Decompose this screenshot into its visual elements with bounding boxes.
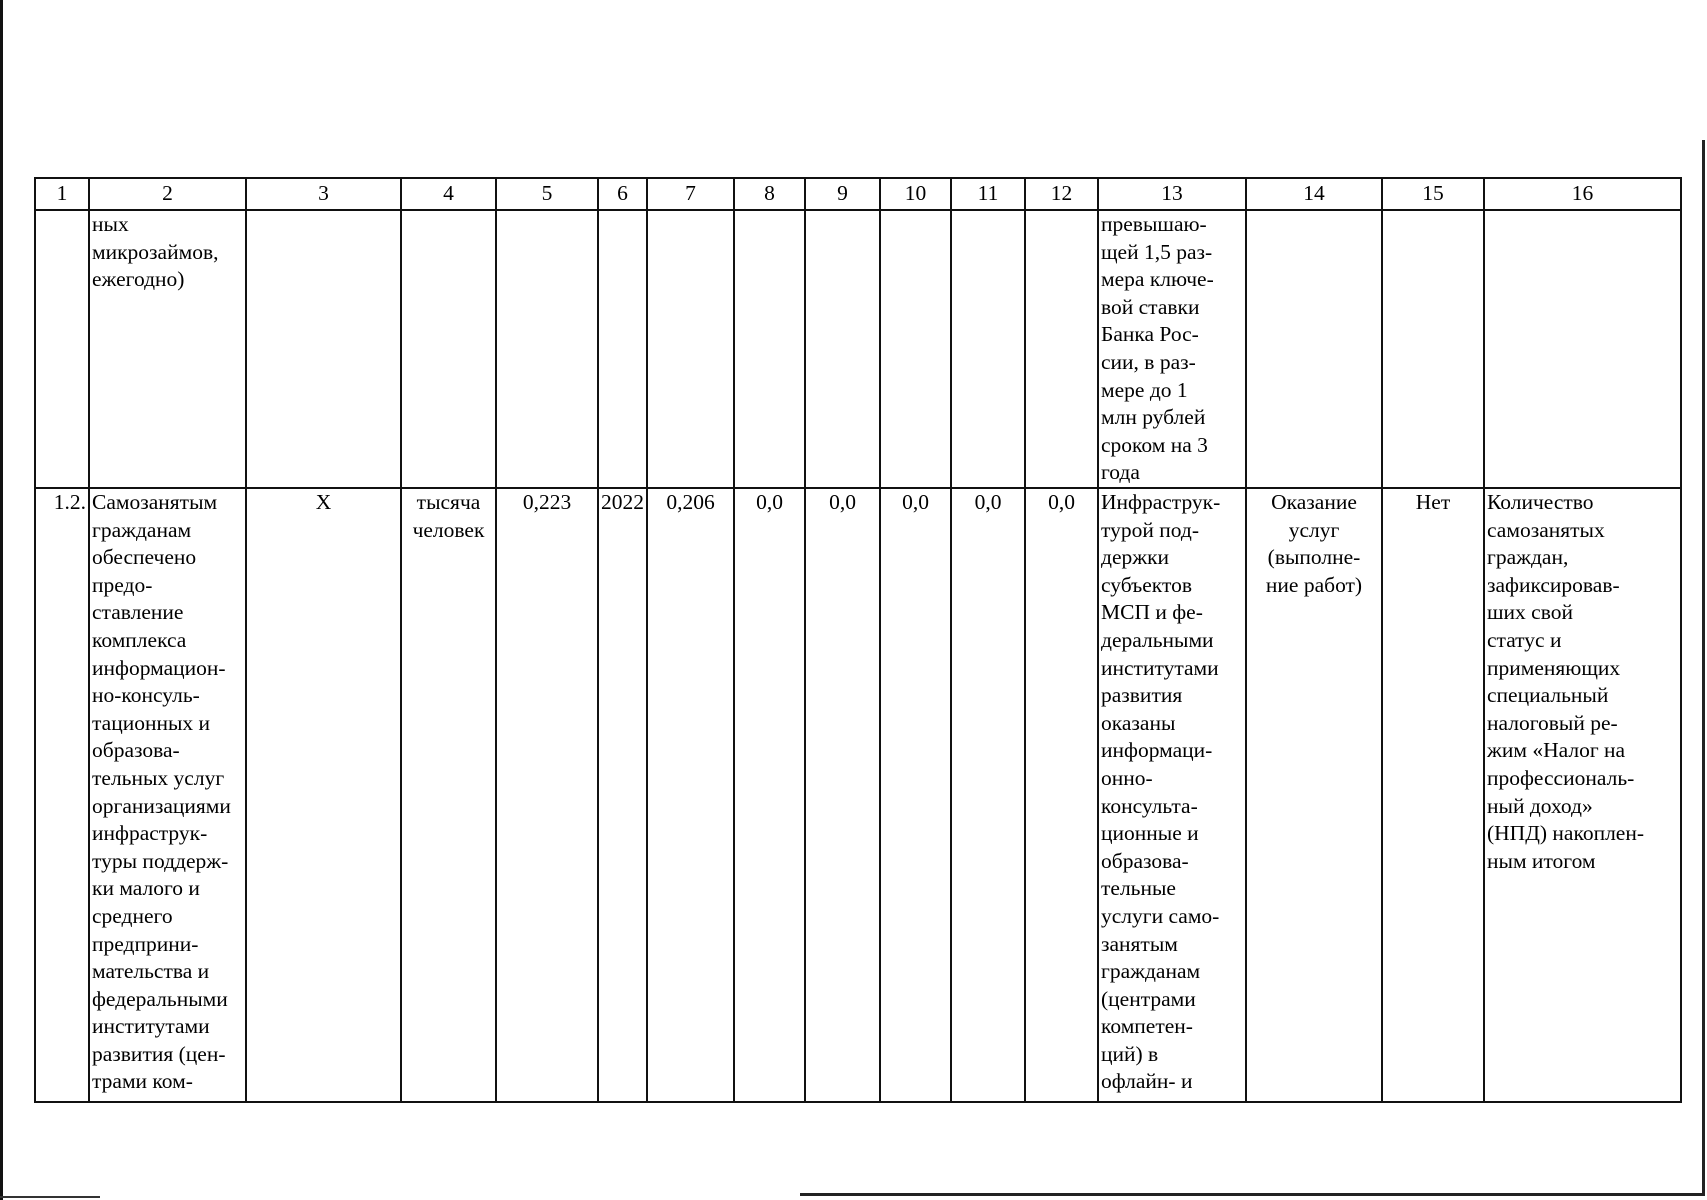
text-line: комплекса — [92, 627, 187, 652]
table-cell — [496, 210, 598, 488]
text-line: оказаны — [1101, 710, 1176, 735]
table-cell — [951, 210, 1025, 488]
text-line: года — [1101, 460, 1140, 485]
text-line: организациями — [92, 793, 231, 818]
table-cell-multiline — [1098, 210, 1246, 488]
table-cell-multiline — [89, 210, 246, 488]
text-line: институтами — [1101, 655, 1219, 680]
text-line: Банка Рос- — [1101, 322, 1199, 347]
text-line: тысяча — [416, 490, 481, 514]
text-line: информаци- — [1101, 738, 1213, 763]
text-line: ки малого и — [92, 876, 200, 901]
text-line: деральными — [1101, 627, 1214, 652]
type-cell — [1246, 488, 1382, 1102]
text-line: специальный — [1487, 683, 1609, 708]
text-line: онно- — [1101, 765, 1153, 790]
value-cell: 0,0 — [951, 488, 1025, 1102]
text-line: среднего — [92, 903, 173, 928]
header-cell: 14 — [1246, 178, 1382, 210]
text-line: Оказание — [1271, 490, 1357, 514]
text-line: предо- — [92, 572, 153, 597]
text-line: держки — [1101, 545, 1170, 570]
text-line: (выполне- — [1267, 545, 1361, 570]
text-line: услуг — [1288, 517, 1340, 542]
text-line: превышаю- — [1101, 212, 1207, 236]
text-line: трами ком- — [92, 1069, 193, 1094]
text-line: сроком на 3 — [1101, 432, 1208, 457]
text-line: тельных услуг — [92, 765, 225, 790]
table-cell — [805, 210, 880, 488]
text-line: занятым — [1101, 931, 1178, 956]
text-line: гражданам — [1101, 959, 1201, 984]
table-row — [35, 210, 1681, 488]
header-cell: 9 — [805, 178, 880, 210]
text-line: турой под- — [1101, 517, 1199, 542]
text-line: Количество — [1487, 490, 1594, 514]
value-cell: 0,0 — [880, 488, 951, 1102]
table-cell — [647, 210, 734, 488]
value-cell: 0,0 — [805, 488, 880, 1102]
table-cell — [35, 210, 89, 488]
text-line: субъектов — [1101, 572, 1192, 597]
text-line: услуги само- — [1101, 903, 1220, 928]
text-line: жим «Налог на — [1487, 738, 1626, 763]
value-cell: 0,0 — [734, 488, 805, 1102]
table-cell — [1382, 210, 1484, 488]
text-line: компетен- — [1101, 1014, 1193, 1039]
year-cell: 2022 — [598, 488, 647, 1102]
text-line: федеральными — [92, 986, 228, 1011]
header-cell: 8 — [734, 178, 805, 210]
text-line: (НПД) накоплен- — [1487, 821, 1645, 846]
header-cell: 12 — [1025, 178, 1098, 210]
text-line: МСП и фе- — [1101, 600, 1203, 625]
text-line: обеспечено — [92, 545, 197, 570]
page-edge — [1702, 140, 1705, 1196]
text-line: микрозаймов, — [92, 239, 219, 264]
table-cell — [880, 210, 951, 488]
text-line: мательства и — [92, 959, 210, 984]
text-line: зафиксировав- — [1487, 572, 1620, 597]
text-line: щей 1,5 раз- — [1101, 239, 1213, 264]
table-cell — [1025, 210, 1098, 488]
table-cell — [401, 210, 496, 488]
header-cell: 15 — [1382, 178, 1484, 210]
header-cell: 4 — [401, 178, 496, 210]
text-line: тационных и — [92, 710, 211, 735]
text-line: мере до 1 — [1101, 377, 1188, 402]
text-line: ный доход» — [1487, 793, 1593, 818]
item-number: 1.2. — [35, 488, 89, 1102]
text-line: гражданам — [92, 517, 192, 542]
text-line: ние работ) — [1265, 572, 1363, 597]
text-line: человек — [412, 517, 485, 542]
characteristic-cell — [1098, 488, 1246, 1102]
text-line: туры поддерж- — [92, 848, 229, 873]
text-line: Самозанятым — [92, 490, 218, 514]
table-cell — [1246, 210, 1382, 488]
result-description — [89, 488, 246, 1102]
text-line: ных — [92, 212, 129, 236]
text-line: предприни- — [92, 931, 199, 956]
flag-cell: Нет — [1382, 488, 1484, 1102]
table-cell — [598, 210, 647, 488]
text-line: консульта- — [1101, 793, 1198, 818]
text-line: применяющих — [1487, 655, 1621, 680]
header-row — [35, 178, 1681, 210]
header-cell: 7 — [647, 178, 734, 210]
page-edge — [0, 0, 3, 1200]
text-line: институтами — [92, 1014, 210, 1039]
text-line: вой ставки — [1101, 294, 1200, 319]
text-line: но-консуль- — [92, 683, 200, 708]
page-edge — [800, 1193, 1702, 1196]
text-line: самозанятых — [1487, 517, 1605, 542]
text-line: граждан, — [1487, 545, 1569, 570]
value-cell: 0,223 — [496, 488, 598, 1102]
header-cell: 2 — [89, 178, 246, 210]
indicator-cell — [1484, 488, 1681, 1102]
header-cell: 6 — [598, 178, 647, 210]
unit-cell — [401, 488, 496, 1102]
header-cell: 13 — [1098, 178, 1246, 210]
header-cell: 10 — [880, 178, 951, 210]
text-line: ежегодно) — [92, 267, 185, 292]
text-line: млн рублей — [1101, 405, 1206, 430]
table-row — [35, 488, 1681, 1102]
text-line: профессиональ- — [1487, 765, 1635, 790]
header-cell: 3 — [246, 178, 401, 210]
text-line: статус и — [1487, 627, 1562, 652]
table-cell — [1484, 210, 1681, 488]
value-cell: 0,206 — [647, 488, 734, 1102]
text-line: развития (цен- — [92, 1041, 226, 1066]
header-cell: 1 — [35, 178, 89, 210]
table-cell — [246, 210, 401, 488]
text-line: ционные и — [1101, 821, 1199, 846]
value-cell: 0,0 — [1025, 488, 1098, 1102]
table-cell — [734, 210, 805, 488]
text-line: мера ключе- — [1101, 267, 1214, 292]
text-line: офлайн- и — [1101, 1069, 1193, 1094]
header-cell: 16 — [1484, 178, 1681, 210]
text-line: Инфраструк- — [1101, 490, 1221, 514]
text-line: информацион- — [92, 655, 226, 680]
text-line: развития — [1101, 683, 1183, 708]
text-line: инфраструк- — [92, 821, 208, 846]
text-line: ным итогом — [1487, 848, 1596, 873]
text-line: образова- — [92, 738, 180, 763]
text-line: тельные — [1101, 876, 1176, 901]
header-cell: 11 — [951, 178, 1025, 210]
text-line: ставление — [92, 600, 184, 625]
page-edge — [0, 1196, 100, 1198]
text-line: ций) в — [1101, 1041, 1159, 1066]
text-line: сии, в раз- — [1101, 349, 1196, 374]
header-cell: 5 — [496, 178, 598, 210]
indicator-table — [34, 177, 1682, 1103]
text-line: налоговый ре- — [1487, 710, 1618, 735]
text-line: ших свой — [1487, 600, 1573, 625]
text-line: образова- — [1101, 848, 1189, 873]
table-cell: X — [246, 488, 401, 1102]
text-line: (центрами — [1101, 986, 1196, 1011]
